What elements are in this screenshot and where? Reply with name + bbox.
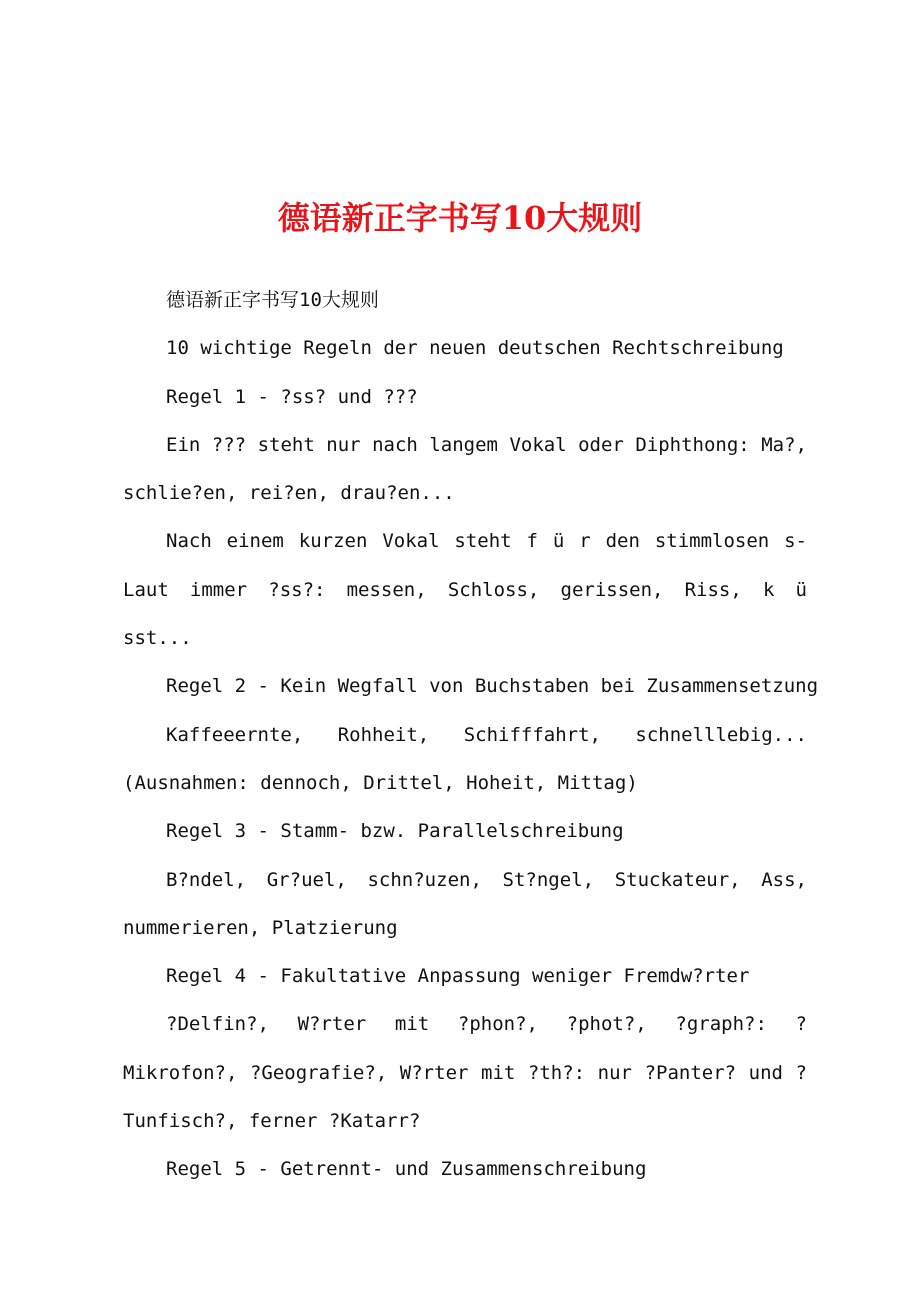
- document-body: [123, 276, 819, 1194]
- paragraph-rule-3-heading: Regel 3 - Stamm- bzw. Parallelschreibung: [166, 820, 624, 843]
- paragraph-subtitle-zh: 德语新正字书写10大规则: [166, 289, 379, 311]
- paragraph-rule-4-text: ?Delfin?, W?rter mit ?phon?, ?phot?, ?graph?: ?Mikrofon?, ?Geografie?, W?rter mit ?th?: nur ?Panter? und ?Tunfisch?, ferner ?Katarr?: [123, 1013, 807, 1133]
- paragraph-rule-1-text-b: Nach einem kurzen Vokal steht f ü r den stimmlosen s-Laut immer ?ss?: messen, Schloss, gerissen, Riss, k ü sst...: [123, 530, 807, 650]
- paragraph-rule-1-heading: Regel 1 - ?ss? und ???: [166, 385, 418, 408]
- paragraph-rule-4-heading: Regel 4 - Fakultative Anpassung weniger Fremdw?rter: [166, 965, 750, 988]
- paragraph-rule-5-heading: Regel 5 - Getrennt- und Zusammenschreibung: [166, 1158, 647, 1181]
- paragraph-rule-2-heading: Regel 2 - Kein Wegfall von Buchstaben bei Zusammensetzung: [166, 675, 819, 698]
- paragraph-rule-3-text: B?ndel, Gr?uel, schn?uzen, St?ngel, Stuckateur, Ass, nummerieren, Platzierung: [123, 868, 807, 939]
- paragraph-rule-2-text: Kaffeeernte, Rohheit, Schifffahrt, schnelllebig... (Ausnahmen: dennoch, Drittel, Hoheit, Mittag): [123, 723, 807, 794]
- document-title: 德语新正字书写10大规则: [277, 199, 643, 237]
- paragraph-subtitle-de: 10 wichtige Regeln der neuen deutschen Rechtschreibung: [166, 337, 784, 360]
- paragraph-rule-1-text-a: Ein ??? steht nur nach langem Vokal oder Diphthong: Ma?, schlie?en, rei?en, drau?en...: [123, 433, 807, 505]
